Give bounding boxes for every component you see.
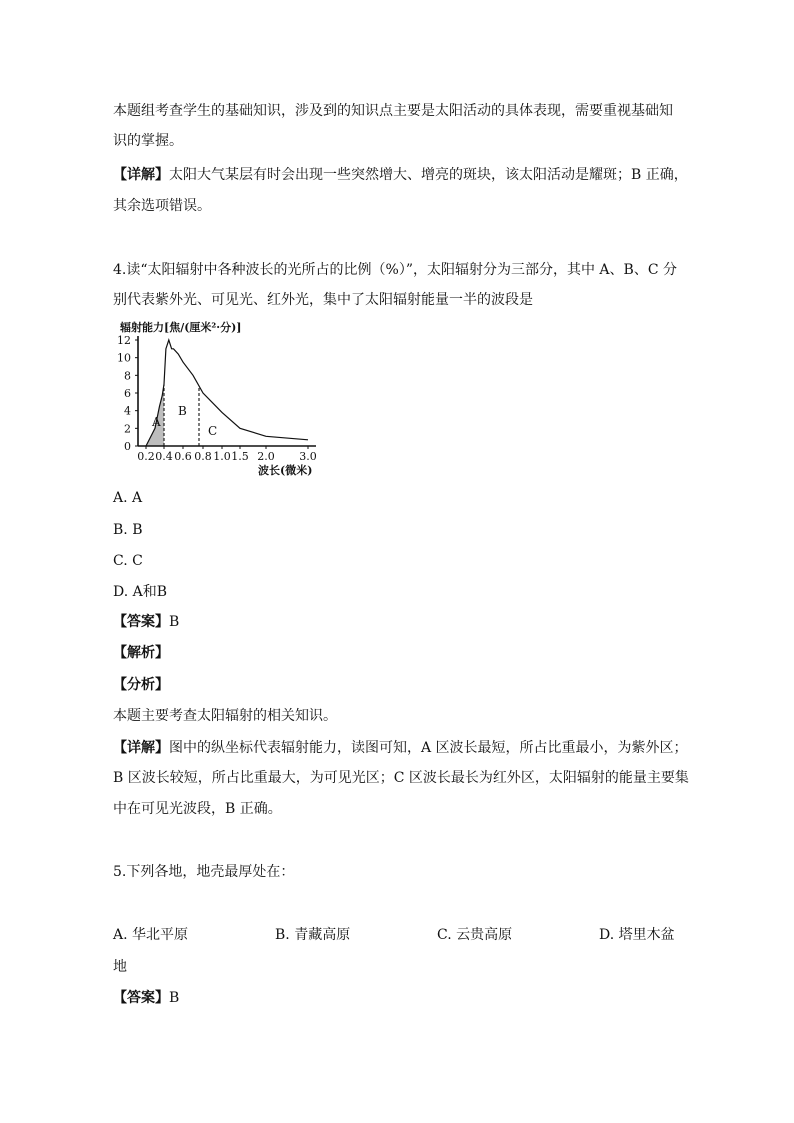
q4-stem-line-1: 4.读“太阳辐射中各种波长的光所占的比例（%）”，太阳辐射分为三部分，其中 A、B、C 分 <box>113 262 677 278</box>
q3-detail-text: 太阳大气某层有时会出现一些突然增大、增亮的斑块，该太阳活动是耀斑；B 正确， <box>169 167 688 183</box>
q4-detail-line-3: 中在可见光波段，B 正确。 <box>113 801 282 817</box>
q3-detail-line-2: 其余选项错误。 <box>113 198 211 214</box>
region-label-b: B <box>178 404 187 418</box>
q3-detail-tag: 【详解】 <box>113 167 169 183</box>
q5-answer-tag: 【答案】 <box>113 990 169 1006</box>
q4-answer: B <box>169 614 180 630</box>
q4-fenxi-tag: 【分析】 <box>113 677 169 693</box>
q4-detail-tag: 【详解】 <box>113 740 169 756</box>
q4-answer-tag: 【答案】 <box>113 614 169 630</box>
q4-stem-line-2: 别代表紫外光、可见光、红外光，集中了太阳辐射能量一半的波段是 <box>113 292 533 308</box>
q4-detail-line-1 <box>113 738 688 758</box>
q5-option-b: B. 青藏高原 <box>275 927 351 943</box>
y-tick-label: 4 <box>124 404 131 418</box>
q3-detail-line-1 <box>113 165 688 185</box>
q5-option-d-wrap: 地 <box>113 959 127 975</box>
y-tick-label: 12 <box>117 334 131 347</box>
q4-fenxi-text: 本题主要考查太阳辐射的相关知识。 <box>113 708 337 724</box>
q5-option-a: A. 华北平原 <box>113 927 189 943</box>
radiation-curve <box>146 340 308 446</box>
y-tick-label: 0 <box>124 440 131 453</box>
region-label-a: A <box>152 415 161 429</box>
q4-detail-text: 图中的纵坐标代表辐射能力，读图可知，A 区波长最短，所占比重最小，为紫外区； <box>169 740 688 756</box>
x-tick-label: 0.4 <box>155 450 173 463</box>
x-tick-label: 1.0 <box>213 450 231 463</box>
x-tick-label: 0.6 <box>174 450 192 463</box>
q5-stem: 5.下列各地，地壳最厚处在： <box>113 864 295 880</box>
y-tick-label: 2 <box>124 422 131 436</box>
q5-answer: B <box>169 990 180 1006</box>
x-tick-label: 1.5 <box>231 450 249 463</box>
q3-analysis-line-1: 本题组考查学生的基础知识，涉及到的知识点主要是太阳活动的具体表现，需要重视基础知 <box>113 103 673 119</box>
y-tick-label: 6 <box>124 387 131 400</box>
y-tick-label: 10 <box>117 351 131 365</box>
x-tick-label: 0.8 <box>194 450 212 463</box>
y-tick-label: 8 <box>124 369 131 383</box>
q4-answer-line <box>113 612 179 632</box>
q3-analysis-line-2: 识的掌握。 <box>113 133 183 149</box>
x-axis-title: 波长(微米) <box>258 464 313 477</box>
q4-option-d: D. A和B <box>113 584 168 600</box>
q4-option-c: C. C <box>113 553 143 569</box>
solar-radiation-chart <box>108 318 328 480</box>
q4-option-a: A. A <box>113 490 143 506</box>
q4-option-b: B. B <box>113 522 143 538</box>
x-tick-label: 3.0 <box>299 450 317 463</box>
q5-option-d: D. 塔里木盆 <box>599 927 675 943</box>
q5-answer-line <box>113 988 179 1008</box>
y-axis-title: 辐射能力[焦/(厘米²·分)] <box>120 321 242 334</box>
x-tick-label: 0.2 <box>137 450 155 463</box>
q5-option-c: C. 云贵高原 <box>437 927 513 943</box>
region-label-c: C <box>208 424 218 438</box>
q4-detail-line-2: B 区波长较短，所占比重最大，为可见光区；C 区波长最长为红外区，太阳辐射的能量主要集 <box>113 770 689 786</box>
x-tick-label: 2.0 <box>257 450 275 463</box>
q4-analysis-tag: 【解析】 <box>113 645 169 661</box>
